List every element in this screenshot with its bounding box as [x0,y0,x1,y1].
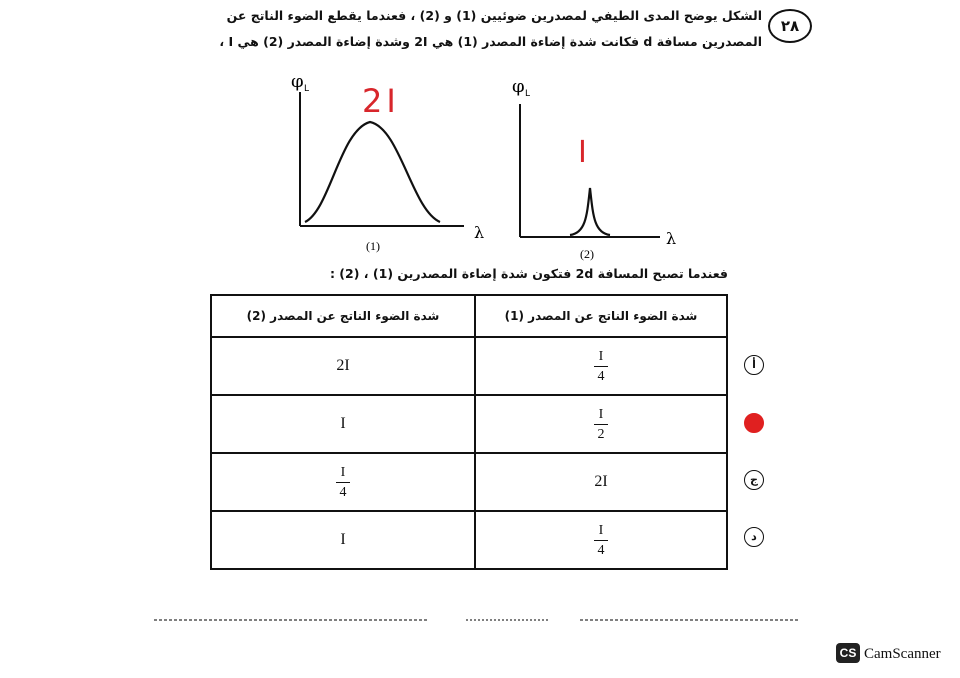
table-row [211,395,727,453]
cell-source-1 [475,337,727,395]
cell-source-1 [475,511,727,569]
option-d-radio[interactable]: د [744,527,764,547]
cell-source-2: I [211,511,475,569]
spectral-graphs [0,0,960,270]
options-table [210,294,728,570]
graph-2-x-label: λ [666,229,677,248]
graph-1 [291,71,484,253]
graph-1-y-sub: L [304,84,310,94]
table-row [211,453,727,511]
fraction: $\frac{I}{4}$ [336,464,350,501]
graph-2-caption: (2) [580,247,594,261]
question-text-line-1: الشكل يوضح المدى الطيفي لمصدرين ضوئيين (1) و (2) ، فعندما يقطع الضوء الناتج عن [226,8,762,23]
fraction: $\frac{I}{2}$ [594,406,608,443]
cell-source-2: 2I [211,337,475,395]
cell-source-2 [211,453,475,511]
table-row [211,337,727,395]
question-text-line-2: المصدرين مسافة d فكانت شدة إضاءة المصدر (1) هي 2I وشدة إضاءة المصدر (2) هي I ، [219,34,762,49]
cell-source-2: I [211,395,475,453]
graph-1-x-label: λ [474,223,485,242]
cell-source-1 [475,395,727,453]
graph-2-y-label: φ [512,76,525,97]
option-c-radio[interactable]: ج [744,470,764,490]
option-a-radio[interactable]: أ [744,355,764,375]
graph-1-annotation: 2I [362,82,400,120]
graph-1-curve [305,122,440,222]
graph-1-y-label: φ [291,71,304,92]
table-header-row [211,295,727,337]
footer-dotted-lines [150,612,810,626]
question-prompt: فعندما تصبح المسافة 2d فتكون شدة إضاءة المصدرين (1) ، (2) : [329,266,728,281]
graph-1-caption: (1) [366,239,380,253]
fraction: $\frac{I}{4}$ [594,522,608,559]
fraction: $\frac{I}{4}$ [594,348,608,385]
table-row [211,511,727,569]
cell-source-1: 2I [475,453,727,511]
graph-2-y-sub: L [525,89,531,99]
camscanner-logo: CS [836,643,860,663]
graph-2-annotation: I [578,135,587,170]
graph-2 [512,76,676,261]
question-number: ٢٨ [768,9,812,43]
graph-2-curve [570,188,610,235]
option-b-radio-selected[interactable] [744,413,764,433]
camscanner-text: CamScanner [864,646,941,662]
header-source-1: شدة الضوء الناتج عن المصدر (1) [475,295,727,337]
header-source-2: شدة الضوء الناتج عن المصدر (2) [211,295,475,337]
